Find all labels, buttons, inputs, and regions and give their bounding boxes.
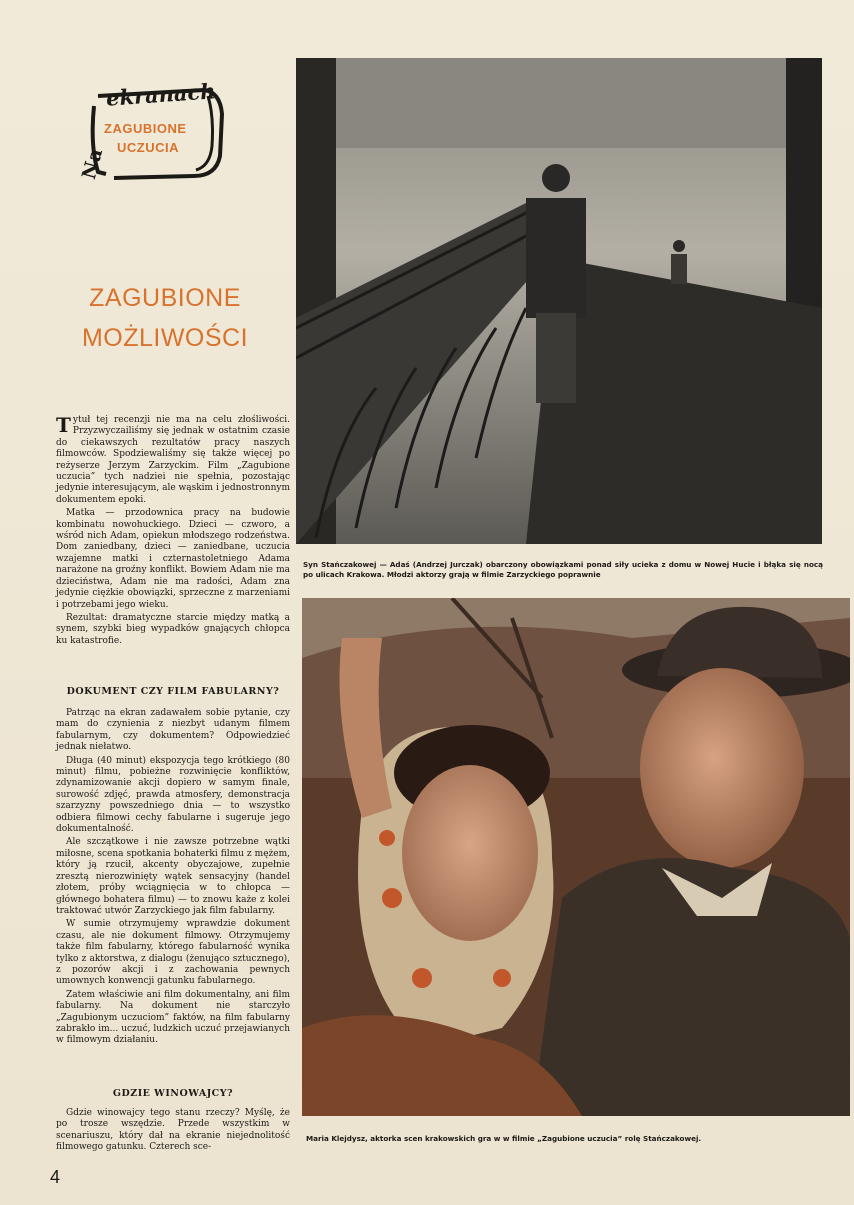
logo-na-text: Na bbox=[78, 145, 108, 182]
paragraph-text: ytuł tej recenzji nie ma na celu złośliwości. Przyzwyczailiśmy się jednak w ostatnim czasie do ciekawszych rezultatów pracy naszych filmowców. Spodziewaliśmy się także więcej po reżyserze Jerzym Zarzyckim. Film „Zagubione uczucia” tych nadziei nie spełnia, pozostając jedynie interesującym, ale wąskim i jednostronnym dokumentem epoki. bbox=[56, 415, 290, 505]
article-headline-line1: ZAGUBIONE bbox=[89, 284, 241, 312]
article-paragraph: W sumie otrzymujemy wprawdzie dokument czasu, ale nie dokument filmowy. Otrzymujemy także film fabularny, którego fabularność wynika tylko z aktorstwa, z dialogu (żenująco sztucznego), z pozorów akcji i z zachowania pewnych umownych konwencji gatunku fabularnego. bbox=[56, 919, 290, 987]
article-column-part3 bbox=[56, 1108, 290, 1156]
film-still-boy-on-stairs bbox=[296, 58, 822, 544]
photo-caption: Maria Klejdysz, aktorka scen krakowskich gra w w filmie „Zagubione uczucia” rolę Stańczakowej. bbox=[306, 1134, 702, 1143]
article-subheading: DOKUMENT CZY FILM FABULARNY? bbox=[66, 686, 280, 697]
film-still-woman-and-man bbox=[302, 598, 850, 1116]
article-paragraph bbox=[56, 415, 290, 506]
article-column-part2 bbox=[56, 708, 290, 1049]
page-number: 4 bbox=[50, 1167, 61, 1187]
drop-cap: T bbox=[56, 413, 71, 437]
article-headline-line2: MOŻLIWOŚCI bbox=[81, 324, 249, 352]
article-paragraph: Gdzie winowajcy tego stanu rzeczy? Myślę, że po trosze wszędzie. Przede wszystkim w scenariuszu, który dał na ekranie niejednolitość filmowego gatunku. Czterech sce- bbox=[56, 1108, 290, 1153]
article-paragraph: Matka — przodownica pracy na budowie kombinatu nowohuckiego. Dzieci — czworo, a wśród nich Adam, opiekun młodszego rodzeństwa. Dom zaniedbany, dzieci — zaniedbane, uczucia wzajemne matki i czternastoletniego Adama narażone na groźny konflikt. Bowiem Adam nie ma dzieciństwa, Adam nie ma radości, Adam zna jedynie ciężkie obowiązki, sprzeczne z marzeniami i potrzebami jego wieku. bbox=[56, 508, 290, 610]
logo-subtitle-line2: UCZUCIA bbox=[117, 140, 179, 155]
photo-caption: Syn Stańczakowej — Adaś (Andrzej Jurczak) obarczony obowiązkami ponad siły ucieka z domu w Nowej Hucie i błąka się nocą po ulicach Krakowa. Młodzi aktorzy grają w filmie Zarzyckiego poprawnie bbox=[303, 560, 823, 579]
article-paragraph: Długa (40 minut) ekspozycja tego krótkiego (80 minut) filmu, pobieżne rozwinięcie konfliktów, zdynamizowanie akcji dopiero w samym finale, surowość zdjęć, prawda atmosfery, demonstracja szarzyzny powszedniego dnia — to wszystko odbiera filmowi cechy fabularne i sugeruje jego dokumentalność. bbox=[56, 755, 290, 835]
logo-ekranach-text: ekranach bbox=[105, 78, 217, 111]
article-paragraph: Zatem właściwie ani film dokumentalny, ani film fabularny. Na dokument nie starczyło „Zagubionym uczuciom” faktów, na film fabularny zabrakło im... uczuć, ludzkich uczuć przejawianych w filmowym działaniu. bbox=[56, 989, 290, 1046]
article-subheading: GDZIE WINOWAJCY? bbox=[112, 1088, 234, 1099]
article-paragraph: Rezultat: dramatyczne starcie między matką a synem, szybki bieg wypadków gnających chłopca ku katastrofie. bbox=[56, 612, 290, 646]
article-paragraph: Ale szczątkowe i nie zawsze potrzebne wątki miłosne, scena spotkania bohaterki filmu z mężem, który ją rzucił, akcenty obyczajowe, zupełnie zresztą nierozwinięty wątek sensacyjny (handel złotem, próby wciągnięcia w to chłopca — głównego bohatera filmu) — to znowu każe z kolei traktować utwór Zarzyckiego jak film fabularny. bbox=[56, 837, 290, 916]
article-column-part1 bbox=[56, 415, 290, 649]
article-paragraph: Patrząc na ekran zadawałem sobie pytanie, czy mam do czynienia z niezbyt udanym filmem fabularnym, czy dokumentem? Odpowiedzieć jednak niełatwo. bbox=[56, 708, 290, 753]
photo-image bbox=[302, 598, 850, 1116]
photo-image bbox=[296, 58, 822, 544]
logo-subtitle-line1: ZAGUBIONE bbox=[104, 121, 187, 136]
